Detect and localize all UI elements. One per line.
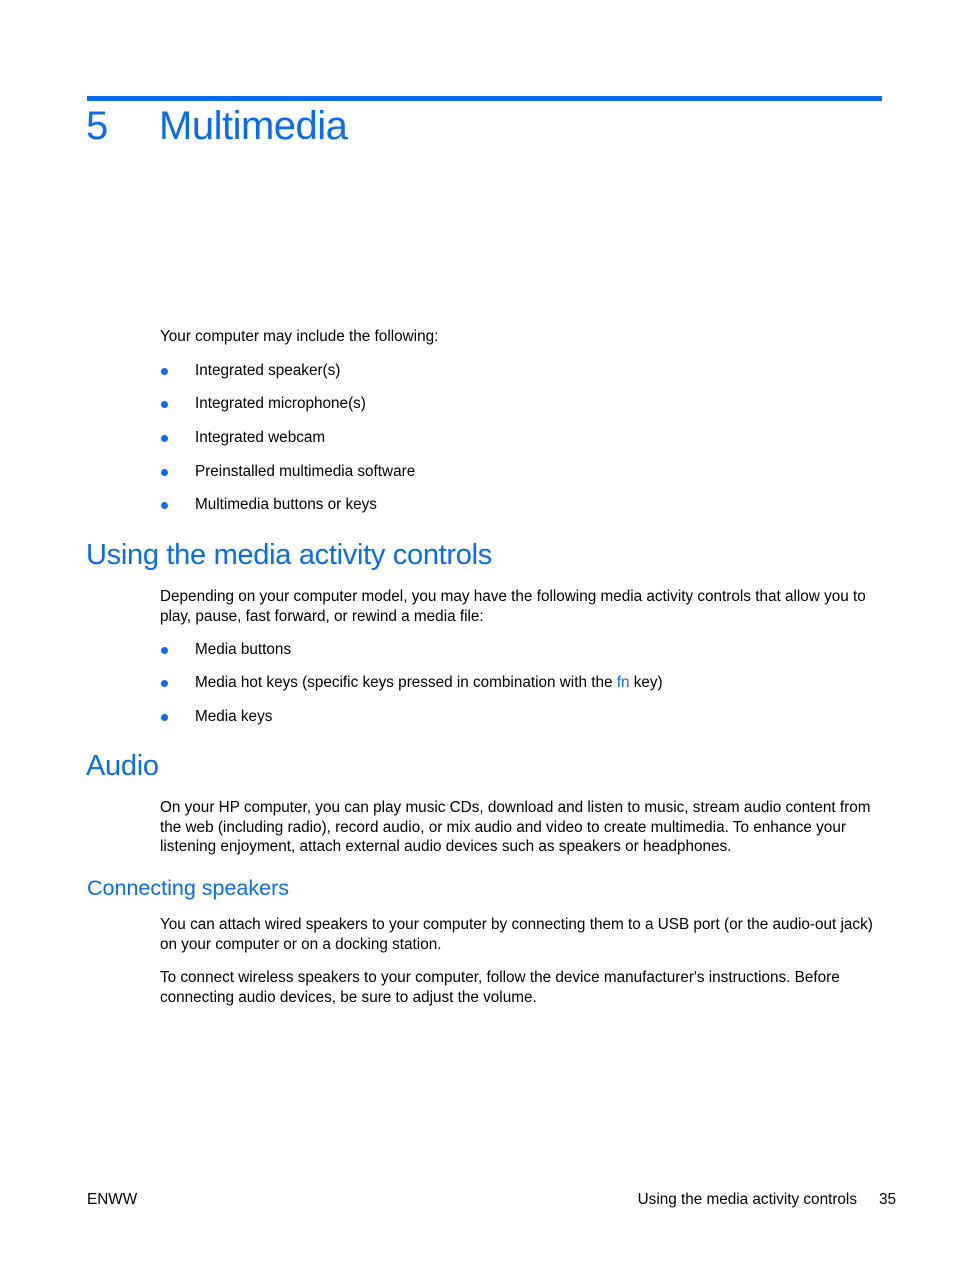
audio-paragraph: On your HP computer, you can play music CDs, download and listen to music, stream audio content from the web (including radio), record audio, or mix audio and video to create multimedia. To enhance your listening enjoyment, attach external audio devices such as speakers or headphones. <box>160 799 871 856</box>
list-item-text: Preinstalled multimedia software <box>195 463 416 480</box>
intro-paragraph: Your computer may include the following: <box>160 328 439 345</box>
list-item-text-after: key) <box>629 674 663 691</box>
list-item-text: Integrated webcam <box>195 429 326 446</box>
list-item-text <box>195 673 663 693</box>
footer-section-title: Using the media activity controls <box>637 1191 857 1208</box>
bullet-icon <box>161 680 168 687</box>
footer-right <box>638 1191 896 1209</box>
subsection-heading-connecting-speakers: Connecting speakers <box>87 876 289 900</box>
list-item-text-before: Media hot keys (specific keys pressed in combination with the <box>195 674 617 691</box>
bullet-icon <box>161 435 168 442</box>
page-number: 35 <box>878 1191 896 1208</box>
list-item-text: Integrated speaker(s) <box>195 362 341 379</box>
chapter-number: 5 <box>86 104 108 148</box>
section-heading-media-controls: Using the media activity controls <box>86 539 492 571</box>
fn-key-link[interactable]: fn <box>616 674 630 691</box>
chapter-heading <box>86 104 347 149</box>
list-item-text: Integrated microphone(s) <box>195 395 366 412</box>
speakers-paragraph-2: To connect wireless speakers to your computer, follow the device manufacturer's instructions. Before connecting audio devices, be sure to adjust the volume. <box>160 969 840 1006</box>
bullet-icon <box>161 401 168 408</box>
list-item-text: Media buttons <box>195 641 292 658</box>
section-heading-audio: Audio <box>86 750 159 782</box>
bullet-icon <box>161 714 168 721</box>
speakers-paragraph-1: You can attach wired speakers to your computer by connecting them to a USB port (or the audio-out jack) on your computer or on a docking station. <box>160 916 873 953</box>
list-item-text: Media keys <box>195 708 273 725</box>
media-controls-paragraph: Depending on your computer model, you may have the following media activity controls that allow you to play, pause, fast forward, or rewind a media file: <box>160 588 866 625</box>
bullet-icon <box>161 647 168 654</box>
chapter-rule <box>87 96 882 101</box>
chapter-title: Multimedia <box>159 104 348 148</box>
bullet-icon <box>161 502 168 509</box>
list-item-text: Multimedia buttons or keys <box>195 496 377 513</box>
footer-left: ENWW <box>87 1191 138 1208</box>
bullet-icon <box>161 368 168 375</box>
bullet-icon <box>161 469 168 476</box>
